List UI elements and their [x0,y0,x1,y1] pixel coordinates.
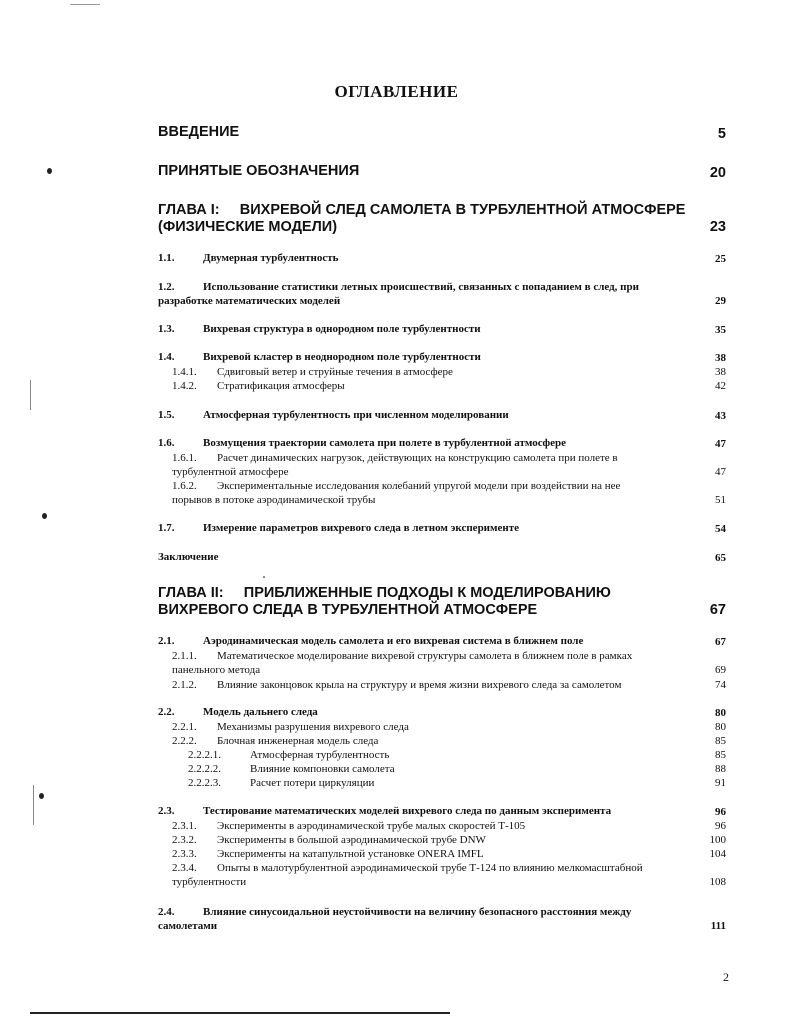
section-number: 2.2.1. [172,721,197,733]
entry-page: 111 [710,920,726,932]
section-number: 2.1.1. [172,650,197,662]
section-title: Эксперименты на катапультной установке ONERA IMFL [217,848,484,860]
entry-page: 96 [715,820,726,832]
toc-subsection-2-1-2[interactable] [158,678,728,692]
entry-page: 47 [715,438,726,450]
toc-subsection-1-6-2[interactable] [158,479,728,507]
toc-subsubsection-2-2-2-2[interactable] [158,762,728,776]
section-number: 2.2.2.1. [188,749,221,761]
toc-section-1-7[interactable] [158,522,728,535]
section-title: Влияние законцовок крыла на структуру и время жизни вихревого следа за самолетом [217,679,622,691]
toc-subsection-2-3-3[interactable] [158,847,728,861]
section-title: Аэродинамическая модель самолета и его вихревая система в ближнем поле [203,635,584,647]
entry-page: 54 [715,523,726,535]
section-number: 1.1. [158,252,175,264]
toc-entry-intro[interactable] [158,124,728,142]
section-title: Возмущения траектории самолета при полете в турбулентной атмосфере [203,437,566,449]
section-title-line2: порывов в потоке аэродинамической трубы [172,494,376,506]
section-title: Вихревая структура в однородном поле турбулентности [203,323,481,335]
section-title-line1: Экспериментальные исследования колебаний упругой модели при воздействии на нее [217,480,621,492]
toc-entry-conclusion[interactable] [158,551,728,564]
entry-page: 23 [709,219,726,235]
page-number: 2 [723,970,729,984]
chapter-title-line1: ГЛАВА II: ПРИБЛИЖЕННЫЕ ПОДХОДЫ К МОДЕЛИРОВАНИЮ [158,585,611,601]
entry-page: 80 [715,707,726,719]
section-title-line2: турбулентности [172,876,247,888]
section-title: Эксперименты в аэродинамической трубе малых скоростей Т-105 [217,820,526,832]
section-number: 1.4.2. [172,380,197,392]
section-title-line1: Математическое моделирование вихревой структуры самолета в ближнем поле в рамках [217,650,633,662]
entry-page: 65 [715,552,726,564]
toc-subsubsection-2-2-2-1[interactable] [158,748,728,762]
toc-chapter-1[interactable] [158,202,728,236]
punch-mark-3 [39,793,44,799]
entry-page: 42 [715,380,726,392]
dust-dot [263,576,265,578]
toc-subsubsection-2-2-2-3[interactable] [158,776,728,790]
section-title: Блочная инженерная модель следа [217,735,379,747]
toc-chapter-2[interactable] [158,585,728,619]
section-number: 2.3.3. [172,848,197,860]
toc-subsection-2-3-4[interactable] [158,861,728,889]
section-title-line2: самолетами [158,920,218,932]
entry-page: 96 [715,806,726,818]
toc-section-2-4[interactable] [158,905,728,933]
entry-page: 91 [715,777,726,789]
entry-page: 67 [709,602,726,618]
section-number: 2.2.2. [172,735,197,747]
section-number: 1.4. [158,351,175,363]
section-number: 1.5. [158,409,175,421]
entry-page: 85 [715,749,726,761]
section-number: 1.2. [158,281,175,293]
toc-subsection-2-2-2[interactable] [158,734,728,748]
entry-page: 88 [715,763,726,775]
scan-artifact-left-1 [30,380,31,410]
section-number: 2.3.1. [172,820,197,832]
entry-page: 100 [709,834,726,846]
section-title: Атмосферная турбулентность [250,749,390,761]
entry-page: 104 [709,848,726,860]
toc-subsection-1-4-1[interactable] [158,365,728,379]
scan-artifact-bottom [30,1012,450,1014]
section-number: 1.6. [158,437,175,449]
section-number: 2.2.2.2. [188,763,221,775]
entry-label: ПРИНЯТЫЕ ОБОЗНАЧЕНИЯ [158,163,360,179]
entry-page: 5 [717,126,726,142]
scan-artifact-top [70,4,100,5]
toc-subsection-1-6-1[interactable] [158,451,728,479]
section-number: 2.2. [158,706,175,718]
section-number: 2.3.2. [172,834,197,846]
section-number: 2.1.2. [172,679,197,691]
toc-subsection-2-1-1[interactable] [158,649,728,677]
toc-section-1-5[interactable] [158,409,728,422]
entry-page: 35 [715,324,726,336]
section-title-line1: Влияние синусоидальной неустойчивости на величину безопасного расстояния между [203,906,632,918]
chapter-title-line1: ГЛАВА I: ВИХРЕВОЙ СЛЕД САМОЛЕТА В ТУРБУЛЕНТНОЙ АТМОСФЕРЕ [158,202,686,218]
toc-section-2-3[interactable] [158,805,728,818]
section-title-line1: Использование статистики летных происшествий, связанных с попаданием в след, при [203,281,639,293]
entry-label: Заключение [158,551,219,563]
section-number: 1.7. [158,522,175,534]
section-title: Двумерная турбулентность [203,252,339,264]
section-title: Тестирование математических моделей вихревого следа по данным эксперимента [203,805,612,817]
section-number: 1.3. [158,323,175,335]
section-title: Атмосферная турбулентность при численном моделировании [203,409,509,421]
section-title: Сдвиговый ветер и струйные течения в атмосфере [217,366,453,378]
entry-page: 108 [709,876,726,888]
toc-section-2-1[interactable] [158,635,728,648]
entry-page: 38 [715,352,726,364]
toc-entry-notation[interactable] [158,163,728,181]
entry-page: 47 [715,466,726,478]
section-number: 1.6.1. [172,452,197,464]
section-title: Механизмы разрушения вихревого следа [217,721,409,733]
section-title: Влияние компоновки самолета [250,763,395,775]
punch-mark-2 [42,513,47,519]
section-title-line1: Опыты в малотурбулентной аэродинамической трубе Т-124 по влиянию мелкомасштабной [217,862,643,874]
punch-mark-1 [47,168,52,174]
section-title: Вихревой кластер в неоднородном поле турбулентности [203,351,481,363]
toc-subsection-2-3-1[interactable] [158,819,728,833]
entry-page: 25 [715,253,726,265]
section-title-line2: разработке математических моделей [158,295,341,307]
toc-section-1-6[interactable] [158,437,728,450]
entry-page: 20 [709,165,726,181]
toc-subsection-1-4-2[interactable] [158,379,728,393]
section-number: 1.6.2. [172,480,197,492]
section-title: Стратификация атмосферы [217,380,345,392]
toc-subsection-2-3-2[interactable] [158,833,728,847]
section-number: 2.2.2.3. [188,777,221,789]
section-title-line1: Расчет динамических нагрузок, действующих на конструкцию самолета при полете в [217,452,618,464]
section-title: Модель дальнего следа [203,706,318,718]
entry-page: 67 [715,636,726,648]
toc-subsection-2-2-1[interactable] [158,720,728,734]
toc-section-1-4[interactable] [158,351,728,364]
entry-page: 43 [715,410,726,422]
section-title: Эксперименты в большой аэродинамической трубе DNW [217,834,486,846]
toc-section-1-2[interactable] [158,280,728,308]
toc-section-1-1[interactable] [158,252,728,265]
scan-artifact-left-2 [33,785,34,825]
entry-page: 74 [715,679,726,691]
entry-page: 51 [715,494,726,506]
entry-page: 69 [715,664,726,676]
section-title-line2: турбулентной атмосфере [172,466,289,478]
entry-page: 85 [715,735,726,747]
section-title: Расчет потери циркуляции [250,777,375,789]
section-number: 1.4.1. [172,366,197,378]
chapter-title-line2: ВИХРЕВОГО СЛЕДА В ТУРБУЛЕНТНОЙ АТМОСФЕРЕ [158,602,538,618]
section-number: 2.4. [158,906,175,918]
entry-label: ВВЕДЕНИЕ [158,124,240,140]
toc-section-1-3[interactable] [158,323,728,336]
entry-page: 80 [715,721,726,733]
section-number: 2.3.4. [172,862,197,874]
chapter-title-line2: (ФИЗИЧЕСКИЕ МОДЕЛИ) [158,219,338,235]
section-title: Измерение параметров вихревого следа в летном эксперименте [203,522,520,534]
entry-page: 29 [715,295,726,307]
section-number: 2.1. [158,635,175,647]
section-number: 2.3. [158,805,175,817]
page-title: ОГЛАВЛЕНИЕ [334,82,459,101]
entry-page: 38 [715,366,726,378]
section-title-line2: панельного метода [172,664,261,676]
toc-section-2-2[interactable] [158,706,728,719]
